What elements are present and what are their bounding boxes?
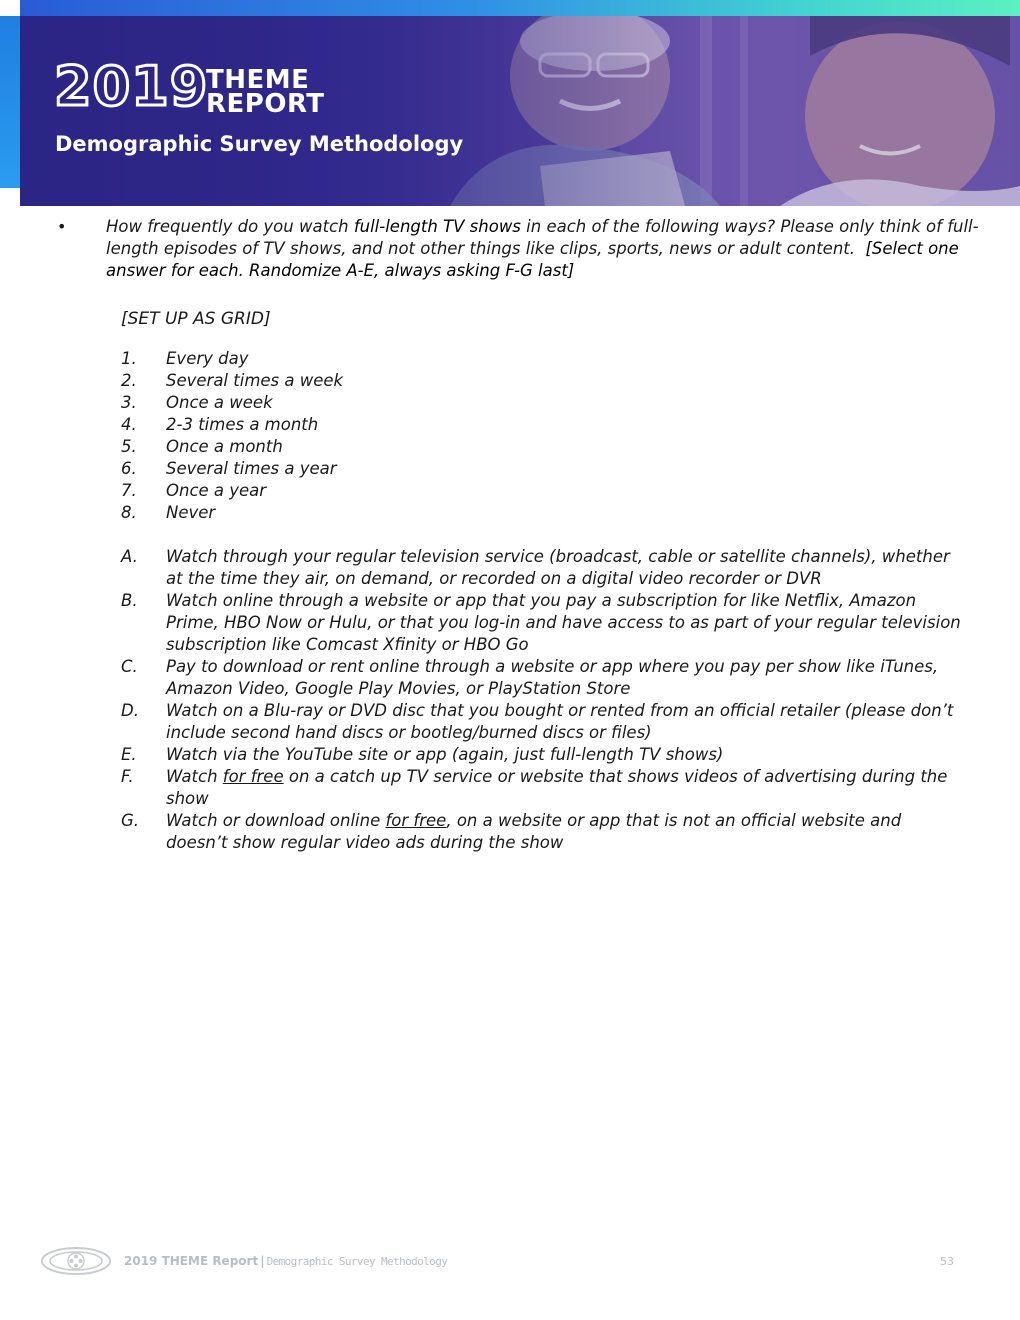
list-text-pre: Watch [166,767,223,786]
underlined-text: for free [385,811,447,830]
list-marker: 6. [121,459,137,478]
question-emphasis: full-length TV shows [353,217,521,236]
footer-text [124,1254,447,1268]
list-item [121,458,976,480]
question-body: in each of the following ways? Please only think of full-length episodes of TV shows, and not other things like clips, sports, news or adult content. [106,217,979,258]
page-title: Demographic Survey Methodology [55,132,464,156]
list-marker: E. [121,745,137,764]
list-item [121,700,966,744]
list-marker: 7. [121,481,137,500]
list-marker: G. [121,811,140,830]
list-marker: 3. [121,393,137,412]
frequency-options-list [121,348,976,524]
underlined-text: for free [222,767,284,786]
header-banner [20,16,1020,206]
list-text: 2-3 times a month [166,415,319,434]
list-text: Several times a year [166,459,337,478]
header-side-strip [0,16,20,188]
list-text: Once a week [166,393,273,412]
list-item [121,392,976,414]
list-item [121,502,976,524]
page-number: 53 [940,1255,954,1268]
list-marker: 4. [121,415,137,434]
list-marker: 5. [121,437,137,456]
footer-section: Demographic Survey Methodology [266,1255,448,1268]
list-item [121,810,966,854]
list-item [121,656,966,700]
logo-line-theme: THEME [206,65,310,95]
list-item [121,414,976,436]
film-reel-logo-icon [40,1246,112,1276]
logo-year: 2019 [54,55,209,118]
footer-separator: | [260,1254,265,1268]
logo-theme-report [206,65,325,119]
list-marker: 8. [121,503,137,522]
question-prefix: How frequently do you watch [106,217,354,236]
list-text: Every day [166,349,249,368]
list-marker: 2. [121,371,137,390]
list-marker: B. [121,591,138,610]
list-text: Watch through your regular television service (broadcast, cable or satellite channels), whether at the time they air, on demand, or recorded on a digital video recorder or DVR [166,547,950,588]
list-text: Once a year [166,481,267,500]
list-item [121,546,966,590]
list-marker: F. [121,767,134,786]
logo-line-report: REPORT [206,89,325,119]
viewing-ways-list [121,546,966,854]
list-text: Watch online through a website or app that you pay a subscription for like Netflix, Amazon Prime, HBO Now or Hulu, or that you log-in and have access to as part of your regular television subscription like Comcast Xfinity or HBO Go [166,591,961,654]
list-text: Watch via the YouTube site or app (again, just full-length TV shows) [166,745,724,764]
list-text-pre: Watch or download online [166,811,386,830]
list-item [121,766,966,810]
list-item [121,370,976,392]
list-item [121,744,966,766]
list-text: Pay to download or rent online through a website or app where you pay per show like iTunes, Amazon Video, Google Play Movies, or PlayStation Store [166,657,939,698]
list-text: Several times a week [166,371,344,390]
list-marker: A. [121,547,138,566]
list-text-post: on a catch up TV service or website that shows videos of advertising during the show [166,767,948,808]
footer-report-name: 2019 THEME Report [124,1254,259,1268]
list-text-post: , on a website or app that is not an official website and doesn’t show regular video ads during the show [166,811,902,852]
question-text [106,216,986,282]
header-accent-strip [20,0,1020,16]
list-item [121,590,966,656]
list-item [121,480,976,502]
list-text: Once a month [166,437,283,456]
list-marker: C. [121,657,138,676]
question-instruction: [Select one answer for each. Randomize A-E, always asking F-G last] [106,239,959,280]
list-item [121,436,976,458]
bullet-icon: • [57,217,67,236]
list-marker: D. [121,701,139,720]
list-text: Never [166,503,216,522]
list-text: Watch on a Blu-ray or DVD disc that you bought or rented from an official retailer (please don’t include second hand discs or bootleg/burned discs or files) [166,701,954,742]
grid-note: [SET UP AS GRID] [121,309,271,329]
list-marker: 1. [121,349,137,368]
list-item [121,348,976,370]
